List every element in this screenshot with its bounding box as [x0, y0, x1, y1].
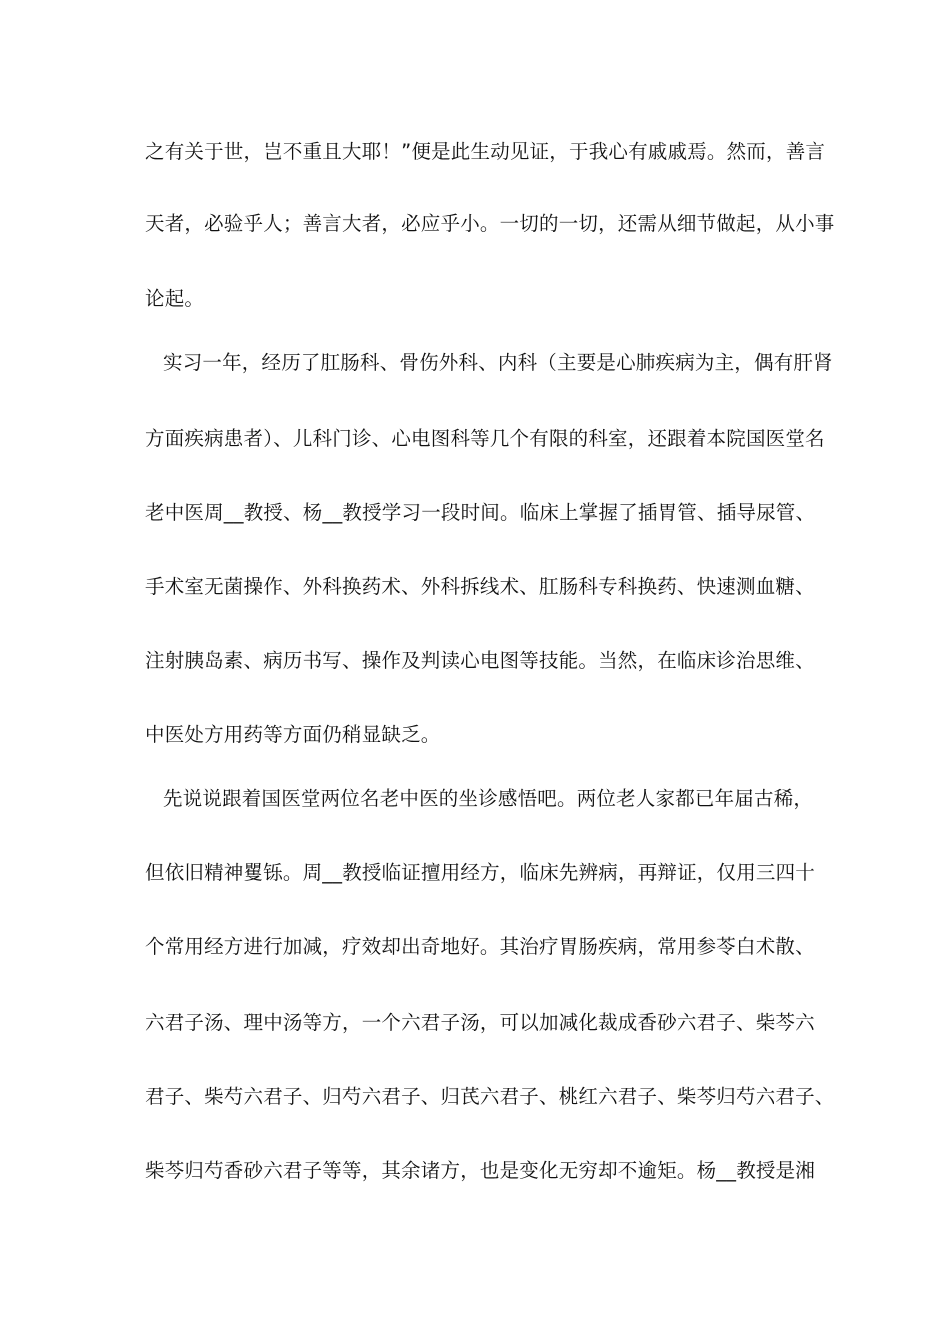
text-line: 手术室无菌操作、外科换药术、外科拆线术、肛肠科专科换药、快速测血糖、: [145, 575, 815, 598]
paragraph-start-line: 先说说跟着国医堂两位名老中医的坐诊感悟吧。两位老人家都已年届古稀，: [163, 787, 814, 810]
text-line: 中医处方用药等方面仍稍显缺乏。: [145, 723, 441, 746]
text-line: 注射胰岛素、病历书写、操作及判读心电图等技能。当然，在临床诊治思维、: [145, 649, 815, 672]
text-line: 方面疾病患者）、儿科门诊、心电图科等几个有限的科室，还跟着本院国医堂名: [145, 427, 825, 450]
text-line: 柴芩归芍香砂六君子等等，其余诸方，也是变化无穷却不逾矩。杨__教授是湘: [145, 1159, 816, 1182]
text-line: 六君子汤、理中汤等方，一个六君子汤，可以加减化裁成香砂六君子、柴芩六: [145, 1011, 815, 1034]
text-line: 老中医周__教授、杨__教授学习一段时间。临床上掌握了插胃管、插导尿管、: [145, 501, 816, 524]
text-line: 天者，必验乎人；善言大者，必应乎小。一切的一切，还需从细节做起，从小事: [145, 212, 835, 235]
text-line: 之有关于世，岂不重且大耶！”便是此生动见证，于我心有戚戚焉。然而，善言: [145, 140, 826, 163]
text-line: 论起。: [145, 287, 205, 310]
paragraph-start-line: 实习一年，经历了肛肠科、骨伤外科、内科（主要是心肺疾病为主，偶有肝肾: [163, 351, 833, 374]
text-line: 个常用经方进行加减，疗效却出奇地好。其治疗胃肠疾病，常用参苓白术散、: [145, 935, 815, 958]
text-line: 但依旧精神矍铄。周__教授临证擅用经方，临床先辨病，再辩证，仅用三四十: [145, 861, 816, 884]
text-line: 君子、柴芍六君子、归芍六君子、归芪六君子、桃红六君子、柴芩归芍六君子、: [145, 1085, 835, 1108]
